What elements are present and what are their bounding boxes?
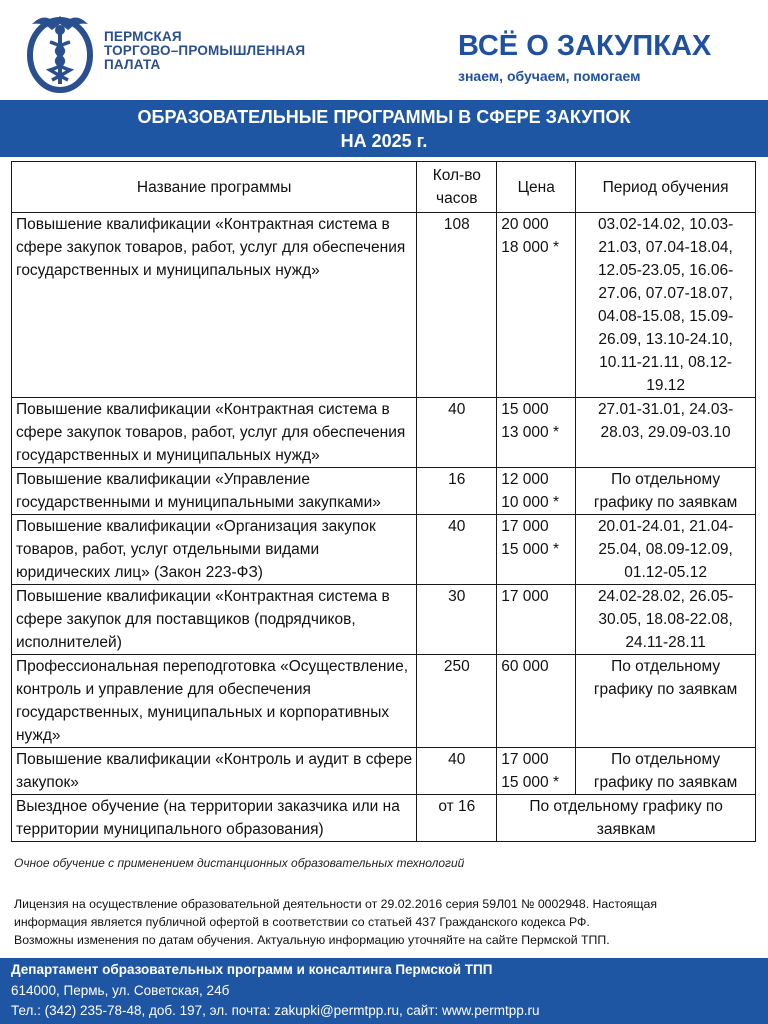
program-period: 03.02-14.02, 10.03-21.03, 07.04-18.04, 12.05-23.05, 16.06-27.06, 07.07-18.07, 04.08-15.08, 15.09-26.09, 13.10-24.10, 10.11-21.11, 08.12-19.12 (576, 213, 756, 398)
program-name: Повышение квалификации «Управление государственными и муниципальными закупками» (12, 468, 417, 515)
table-header-row (12, 162, 756, 213)
program-hours: 40 (417, 515, 497, 585)
price-discount: 15 000 * (501, 541, 559, 558)
table-row (12, 213, 756, 398)
program-price (497, 213, 576, 398)
contact-details: Тел.: (342) 235-78-48, доб. 197, эл. почта: zakupki@permtpp.ru, сайт: www.permtpp.ru (11, 1003, 540, 1018)
program-name: Повышение квалификации «Контрактная система в сфере закупок товаров, работ, услуг для обеспечения государственных и муниципальных нужд» (12, 398, 417, 468)
program-name: Выездное обучение (на территории заказчика или на территории муниципального образования) (12, 795, 417, 842)
price-full: 60 000 (501, 658, 549, 675)
price-full: 20 000 (501, 216, 549, 233)
program-name: Повышение квалификации «Контрактная система в сфере закупок товаров, работ, услуг для обеспечения государственных и муниципальных нужд» (12, 213, 417, 398)
slogan-subtitle: знаем, обучаем, помогаем (458, 68, 641, 84)
header-name: Название программы (12, 162, 417, 213)
program-period: По отдельному графику по заявкам (576, 468, 756, 515)
header-hours: Кол-во часов (417, 162, 497, 213)
banner-title: ОБРАЗОВАТЕЛЬНЫЕ ПРОГРАММЫ В СФЕРЕ ЗАКУПОК (137, 106, 631, 127)
programs-table (11, 161, 756, 842)
price-full: 15 000 (501, 401, 549, 418)
contacts-footer (0, 958, 768, 1024)
program-price (497, 515, 576, 585)
caduceus-emblem-icon (24, 8, 96, 94)
price-full: 17 000 (501, 518, 549, 535)
title-banner (0, 100, 768, 157)
price-discount: 15 000 * (501, 774, 559, 791)
program-hours: от 16 (417, 795, 497, 842)
program-hours: 40 (417, 748, 497, 795)
price-discount: 10 000 * (501, 494, 559, 511)
license-line: информация является публичной офертой в соответствии со статьей 437 Гражданского кодекса РФ. (14, 915, 590, 929)
price-full: 17 000 (501, 588, 549, 605)
banner-year: НА 2025 г. (340, 130, 428, 151)
price-discount: 13 000 * (501, 424, 559, 441)
address: 614000, Пермь, ул. Советская, 24б (11, 983, 230, 998)
page-header (0, 0, 768, 100)
program-hours: 16 (417, 468, 497, 515)
program-period: 27.01-31.01, 24.03-28.03, 29.09-03.10 (576, 398, 756, 468)
license-line: Возможны изменения по датам обучения. Актуальную информацию уточняйте на сайте Пермской ТПП. (14, 933, 610, 947)
table-row (12, 468, 756, 515)
program-period: По отдельному графику по заявкам (576, 748, 756, 795)
program-name: Повышение квалификации «Контрактная система в сфере закупок для поставщиков (подрядчиков, исполнителей) (12, 585, 417, 655)
header-period: Период обучения (576, 162, 756, 213)
org-name (104, 30, 305, 72)
program-price (497, 585, 576, 655)
program-period: 20.01-24.01, 21.04-25.04, 08.09-12.09, 01.12-05.12 (576, 515, 756, 585)
table-row (12, 748, 756, 795)
org-name-line: ТОРГОВО–ПРОМЫШЛЕННАЯ (104, 43, 306, 58)
header-price: Цена (497, 162, 576, 213)
format-note: Очное обучение с применением дистанционных образовательных технологий (14, 856, 465, 870)
program-price (497, 398, 576, 468)
license-line: Лицензия на осуществление образовательной деятельности от 29.02.2016 серия 59Л01 № 0002948. Настоящая (14, 897, 658, 911)
org-name-line: ПАЛАТА (104, 57, 161, 72)
price-full: 12 000 (501, 471, 549, 488)
program-hours: 40 (417, 398, 497, 468)
table-row (12, 795, 756, 842)
slogan-title: ВСЁ О ЗАКУПКАХ (458, 30, 712, 62)
program-price-period-merged: По отдельному графику по заявкам (497, 795, 756, 842)
license-info (14, 895, 754, 949)
price-discount: 18 000 * (501, 239, 559, 256)
table-row (12, 585, 756, 655)
program-name: Профессиональная переподготовка «Осуществление, контроль и управление для обеспечения государственных, муниципальных и корпоративных нужд» (12, 655, 417, 748)
program-period: 24.02-28.02, 26.05-30.05, 18.08-22.08, 24.11-28.11 (576, 585, 756, 655)
program-period: По отдельному графику по заявкам (576, 655, 756, 748)
org-name-line: ПЕРМСКАЯ (104, 29, 182, 44)
table-row (12, 515, 756, 585)
table-row (12, 398, 756, 468)
price-full: 17 000 (501, 751, 549, 768)
program-hours: 108 (417, 213, 497, 398)
table-row (12, 655, 756, 748)
program-hours: 250 (417, 655, 497, 748)
department-name: Департамент образовательных программ и консалтинга Пермской ТПП (11, 962, 493, 977)
program-name: Повышение квалификации «Контроль и аудит в сфере закупок» (12, 748, 417, 795)
program-price (497, 748, 576, 795)
program-name: Повышение квалификации «Организация закупок товаров, работ, услуг отдельными видами юридических лиц» (Закон 223-ФЗ) (12, 515, 417, 585)
program-price (497, 468, 576, 515)
program-hours: 30 (417, 585, 497, 655)
program-price (497, 655, 576, 748)
